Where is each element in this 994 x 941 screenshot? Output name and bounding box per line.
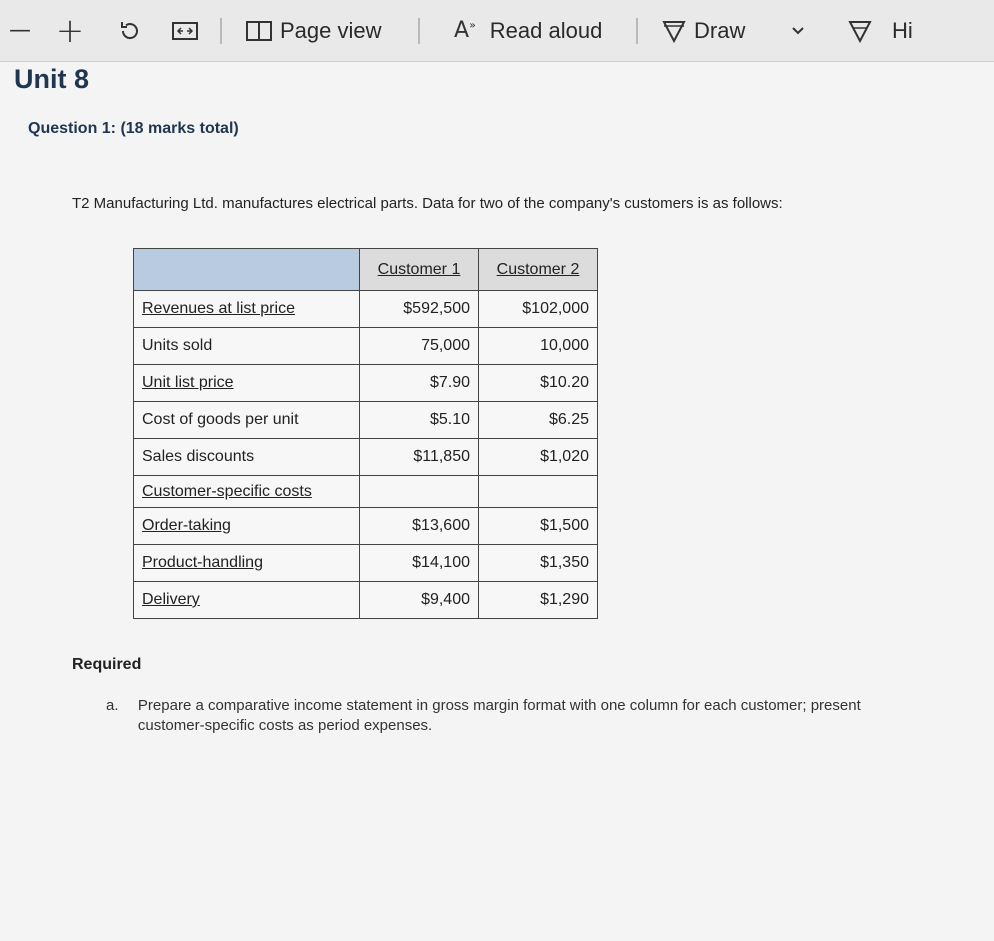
fit-to-page-button[interactable] (160, 0, 210, 62)
header-customer-1: Customer 1 (360, 249, 479, 291)
customer-2-value: $6.25 (479, 402, 598, 439)
row-label: Product-handling (134, 545, 360, 582)
customer-1-value: 75,000 (360, 328, 479, 365)
customer-1-value: $11,850 (360, 439, 479, 476)
page-view-label: Page view (280, 17, 382, 43)
table-row (134, 365, 598, 402)
table-row (134, 439, 598, 476)
table-header-row (134, 249, 598, 291)
rotate-icon (118, 19, 142, 43)
table-row (134, 328, 598, 365)
draw-button[interactable] (648, 0, 758, 62)
required-heading: Required (72, 656, 142, 673)
list-marker: a. (106, 697, 119, 714)
row-label: Revenues at list price (134, 291, 360, 328)
required-item-text: Prepare a comparative income statement in gross margin format with one column for each customer; present customer-specific costs as period expenses. (137, 697, 861, 734)
row-label: Order-taking (134, 508, 360, 545)
table-row (134, 291, 598, 328)
table-row (134, 508, 598, 545)
highlighter-icon (848, 19, 872, 43)
highlight-button[interactable] (838, 0, 934, 62)
required-item (106, 696, 896, 736)
customer-2-value: $1,290 (479, 582, 598, 619)
customer-1-value: $13,600 (360, 508, 479, 545)
table-row (134, 582, 598, 619)
row-label: Unit list price (134, 365, 360, 402)
customer-2-value: 10,000 (479, 328, 598, 365)
customer-1-value: $14,100 (360, 545, 479, 582)
read-aloud-label: Read aloud (489, 17, 603, 43)
customer-2-value (479, 476, 598, 508)
draw-pen-icon (662, 19, 686, 43)
customer-2-value: $10.20 (479, 365, 598, 402)
customer-2-value: $1,350 (479, 545, 598, 582)
row-label: Cost of goods per unit (134, 402, 360, 439)
draw-options-dropdown[interactable] (758, 0, 838, 62)
customer-2-value: $102,000 (479, 291, 598, 328)
intro-paragraph: T2 Manufacturing Ltd. manufactures electrical parts. Data for two of the company's customers is as follows: (72, 195, 783, 212)
customer-2-value: $1,020 (479, 439, 598, 476)
table-row (134, 545, 598, 582)
customer-1-value: $5.10 (360, 402, 479, 439)
customer-1-value: $9,400 (360, 582, 479, 619)
row-label: Delivery (134, 582, 360, 619)
unit-title: Unit 8 (14, 64, 90, 94)
draw-label: Draw (694, 17, 746, 43)
customer-1-value: $7.90 (360, 365, 479, 402)
page-view-icon (246, 20, 272, 42)
row-label: Customer-specific costs (134, 476, 360, 508)
row-label: Units sold (134, 328, 360, 365)
toolbar-divider (636, 18, 638, 44)
read-aloud-icon: A» (454, 18, 476, 43)
minus-icon: — (9, 18, 31, 43)
rotate-button[interactable] (100, 0, 160, 62)
customer-1-value (360, 476, 479, 508)
read-aloud-button[interactable] (430, 0, 626, 62)
header-cell-empty (134, 249, 360, 291)
row-label: Sales discounts (134, 439, 360, 476)
customer-1-value: $592,500 (360, 291, 479, 328)
question-title: Question 1: (18 marks total) (28, 120, 239, 137)
fit-page-icon (172, 21, 198, 41)
table-row (134, 402, 598, 439)
toolbar-divider (418, 18, 420, 44)
customer-data-table (133, 248, 598, 619)
highlight-label: Hi (892, 17, 913, 43)
zoom-in-button[interactable] (40, 0, 100, 62)
table-row (134, 476, 598, 508)
page-view-button[interactable] (232, 0, 408, 62)
toolbar-divider (220, 18, 222, 44)
header-customer-2: Customer 2 (479, 249, 598, 291)
zoom-out-button[interactable] (0, 0, 40, 62)
customer-2-value: $1,500 (479, 508, 598, 545)
reader-toolbar (0, 0, 994, 62)
chevron-down-icon (791, 26, 805, 36)
plus-icon: + (55, 10, 85, 51)
